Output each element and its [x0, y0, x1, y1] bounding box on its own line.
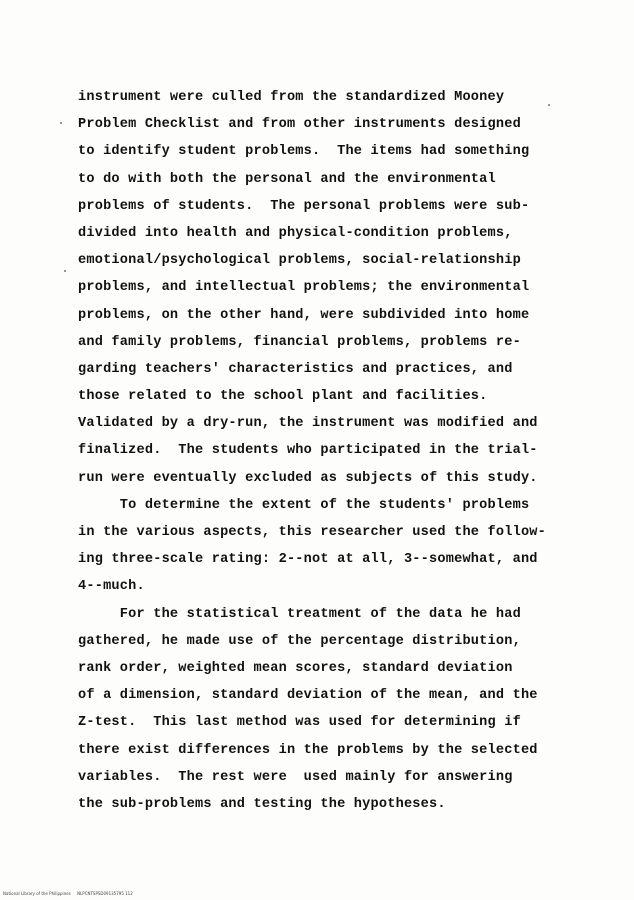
text-line: problems, and intellectual problems; the environmental [78, 280, 530, 296]
text-line: divided into health and physical-condition problems, [78, 225, 513, 241]
text-line: Validated by a dry-run, the instrument was modified and [78, 416, 538, 432]
body-text [78, 84, 568, 818]
text-line: in the various aspects, this researcher used the follow- [78, 525, 547, 540]
text-line: instrument were culled from the standardized Mooney [78, 90, 505, 105]
text-line: Z-test. This last method was used for determining if [78, 715, 521, 731]
text-line: gathered, he made use of the percentage distribution, [78, 633, 521, 649]
scan-footer: National Library of the Philippines NLPCNTSPSD09135795 112 [3, 891, 133, 896]
text-line: Problem Checklist and from other instruments designed [78, 117, 521, 133]
scan-speck [60, 122, 62, 124]
text-line: there exist differences in the problems by the selected [78, 742, 538, 758]
text-line: run were eventually excluded as subjects of this study. [78, 470, 538, 486]
text-line: emotional/psychological problems, social-relationship [78, 253, 521, 269]
text-line: To determine the extent of the students' problems [78, 497, 530, 513]
text-line: rank order, weighted mean scores, standard deviation [78, 660, 513, 676]
text-line: those related to the school plant and facilities. [78, 389, 488, 405]
text-line: finalized. The students who participated in the trial- [78, 443, 538, 459]
scan-speck [64, 270, 66, 272]
text-line: problems of students. The personal problems were sub- [78, 198, 530, 214]
text-line: to do with both the personal and the environmental [78, 171, 496, 187]
text-line: to identify student problems. The items had something [78, 144, 530, 160]
text-line: of a dimension, standard deviation of the mean, and the [78, 688, 538, 704]
text-line: the sub-problems and testing the hypotheses. [78, 796, 446, 812]
text-line: garding teachers' characteristics and practices, and [78, 361, 513, 377]
text-line: problems, on the other hand, were subdivided into home [78, 307, 530, 323]
text-line: variables. The rest were used mainly for answering [78, 769, 513, 785]
text-line: For the statistical treatment of the data he had [78, 606, 521, 622]
text-line: and family problems, financial problems, problems re- [78, 334, 521, 350]
text-line: ing three-scale rating: 2--not at all, 3--somewhat, and [78, 552, 538, 568]
text-line: 4--much. [78, 579, 145, 595]
